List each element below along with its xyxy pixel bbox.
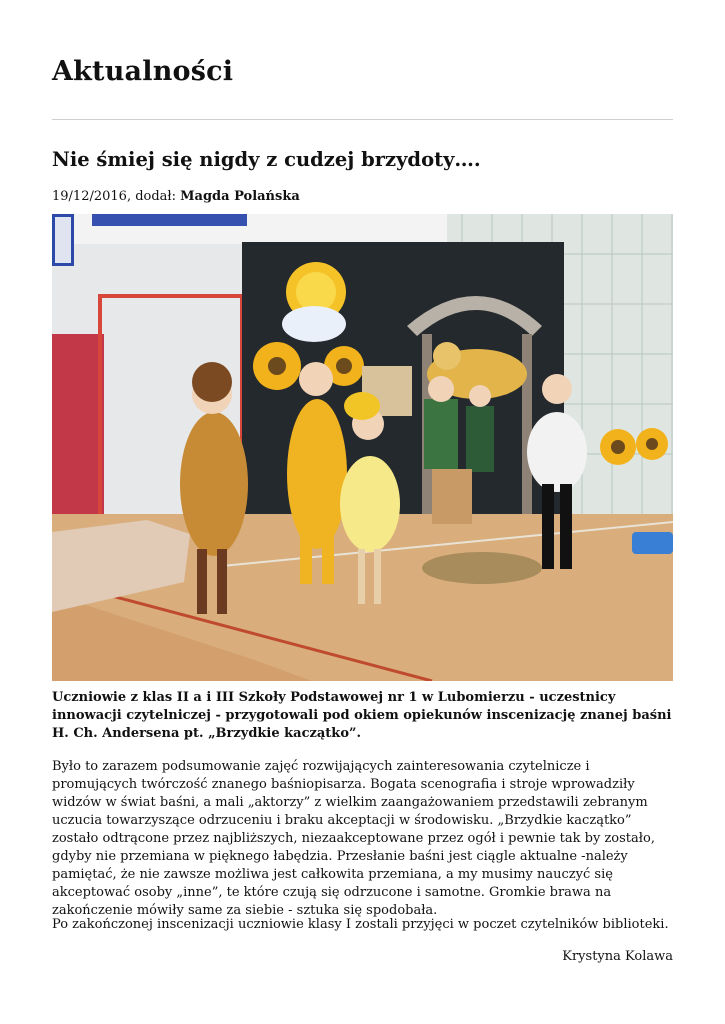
section-title: Aktualności	[52, 56, 234, 87]
post-author: Magda Polańska	[180, 189, 300, 204]
article-paragraph: Po zakończonej inscenizacji uczniowie klasy I zostali przyjęci w poczet czytelników biblioteki.	[52, 917, 669, 932]
post-date: 19/12/2016	[52, 189, 127, 204]
play-photo	[52, 214, 673, 681]
post-title[interactable]: Nie śmiej się nigdy z cudzej brzydoty….	[52, 148, 481, 171]
article-paragraph: Było to zarazem podsumowanie zajęć rozwijających zainteresowania czytelnicze i promujących twórczość znanego baśniopisarza. Bogata scenografia i stroje wprowadziły widzów w świat baśni, a mali „aktorzy” z wielkim zaangażowaniem przedstawili zebranym uczucia towarzyszące odrzuceniu i braku akceptacji w środowisku. „Brzydkie kaczątko” zostało odtrącone przez najbliższych, niezaakceptowane przez ogół i pewnie tak by zostało, gdyby nie przemiana w pięknego łabędzia. Przesłanie baśni jest ciągle aktualne -należy pamiętać, że nie zawsze możliwa jest całkowita przemiana, a my musimy nauczyć się akceptować osoby „inne”, te które czują się odrzucone i samotne. Gromkie brawa na zakończenie mówiły same za siebie - sztuka się spodobała.	[52, 759, 655, 918]
title-divider	[52, 119, 673, 120]
article-lead: Uczniowie z klas II a i III Szkoły Podstawowej nr 1 w Lubomierzu - uczestnicy innowacji czytelniczej - przygotowali pod okiem opiekunów inscenizację znanej baśni H. Ch. Andersena pt. „Brzydkie kaczątko”.	[52, 690, 672, 741]
added-by-label: , dodał:	[126, 189, 181, 204]
article-signature: Krystyna Kolawa	[562, 949, 673, 964]
post-meta	[52, 189, 300, 204]
